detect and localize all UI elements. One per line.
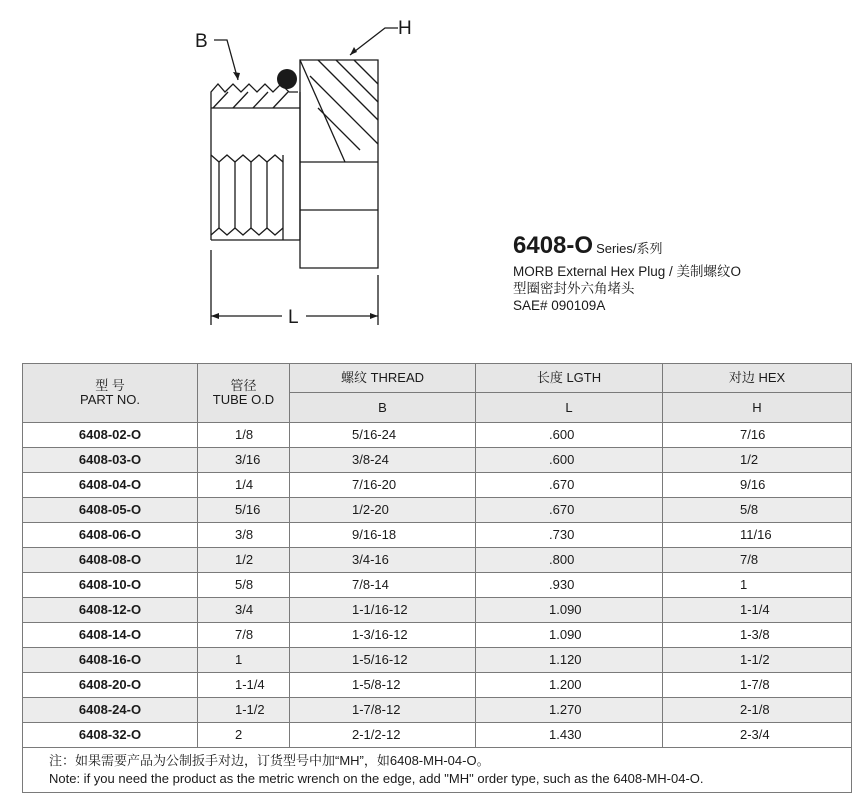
- cell-part-no: 6408-12-O: [23, 598, 198, 623]
- cell-thread: 3/4-16: [290, 548, 476, 573]
- label-h: H: [398, 18, 412, 39]
- label-l: L: [288, 307, 299, 328]
- cell-tube-od: 1-1/4: [198, 673, 290, 698]
- cell-length: .670: [476, 498, 663, 523]
- cell-thread: 1-7/8-12: [290, 698, 476, 723]
- cell-part-no: 6408-08-O: [23, 548, 198, 573]
- table-row: [23, 673, 852, 698]
- cell-part-no: 6408-32-O: [23, 723, 198, 748]
- cell-part-no: 6408-14-O: [23, 623, 198, 648]
- series-description: MORB External Hex Plug / 美制螺纹O: [513, 264, 742, 279]
- table-row: [23, 573, 852, 598]
- cell-hex: 9/16: [663, 473, 852, 498]
- table-row: [23, 723, 852, 748]
- cell-length: 1.430: [476, 723, 663, 748]
- cell-tube-od: 5/8: [198, 573, 290, 598]
- cell-thread: 3/8-24: [290, 448, 476, 473]
- cell-tube-od: 3/16: [198, 448, 290, 473]
- cell-tube-od: 5/16: [198, 498, 290, 523]
- cell-length: 1.200: [476, 673, 663, 698]
- table-row: [23, 598, 852, 623]
- cell-hex: 1-1/4: [663, 598, 852, 623]
- table-row: [23, 648, 852, 673]
- note-en: Note: if you need the product as the metric wrench on the edge, add "MH" order type, such as the 6408-MH-04-O.: [49, 771, 704, 786]
- cell-tube-od: 3/4: [198, 598, 290, 623]
- cell-thread: 1-1/16-12: [290, 598, 476, 623]
- header-tube-cn: 管径: [230, 378, 257, 393]
- header-length: 长度 LGTH: [476, 364, 663, 393]
- cell-thread: 1/2-20: [290, 498, 476, 523]
- cell-tube-od: 1/8: [198, 423, 290, 448]
- table-row: [23, 698, 852, 723]
- cell-part-no: 6408-24-O: [23, 698, 198, 723]
- cell-part-no: 6408-16-O: [23, 648, 198, 673]
- cell-part-no: 6408-04-O: [23, 473, 198, 498]
- spec-table: [22, 363, 852, 793]
- cell-part-no: 6408-20-O: [23, 673, 198, 698]
- header-part-en: PART NO.: [80, 392, 140, 407]
- cell-hex: 2-1/8: [663, 698, 852, 723]
- cell-hex: 1-1/2: [663, 648, 852, 673]
- cell-tube-od: 7/8: [198, 623, 290, 648]
- cell-tube-od: 2: [198, 723, 290, 748]
- table-body: [23, 423, 852, 748]
- header-hex-sub: H: [663, 393, 852, 423]
- cell-length: .930: [476, 573, 663, 598]
- cell-thread: 5/16-24: [290, 423, 476, 448]
- cell-tube-od: 3/8: [198, 523, 290, 548]
- cell-tube-od: 1/2: [198, 548, 290, 573]
- cell-tube-od: 1: [198, 648, 290, 673]
- cell-hex: 7/16: [663, 423, 852, 448]
- cell-part-no: 6408-02-O: [23, 423, 198, 448]
- cell-hex: 7/8: [663, 548, 852, 573]
- cell-length: .600: [476, 423, 663, 448]
- cell-length: 1.270: [476, 698, 663, 723]
- cell-part-no: 6408-05-O: [23, 498, 198, 523]
- cell-hex: 1/2: [663, 448, 852, 473]
- header-length-sub: L: [476, 393, 663, 423]
- cell-part-no: 6408-03-O: [23, 448, 198, 473]
- series-info: [513, 232, 741, 314]
- series-code: 6408-O: [513, 232, 594, 259]
- cell-thread: 1-5/16-12: [290, 648, 476, 673]
- sae-number: SAE# 090109A: [513, 298, 606, 313]
- header-hex: 对边 HEX: [663, 364, 852, 393]
- cell-part-no: 6408-10-O: [23, 573, 198, 598]
- cell-tube-od: 1-1/2: [198, 698, 290, 723]
- cell-hex: 1: [663, 573, 852, 598]
- series-title: [513, 232, 741, 263]
- header-part-cn: 型 号: [95, 378, 125, 393]
- header-tube-en: TUBE O.D: [212, 392, 275, 407]
- cell-length: .670: [476, 473, 663, 498]
- table-note: [23, 748, 852, 793]
- cell-part-no: 6408-06-O: [23, 523, 198, 548]
- o-ring-icon: [277, 69, 297, 89]
- cell-length: 1.090: [476, 598, 663, 623]
- cell-length: .800: [476, 548, 663, 573]
- table-row: [23, 448, 852, 473]
- table-row: [23, 623, 852, 648]
- label-b: B: [195, 31, 208, 52]
- cell-thread: 7/8-14: [290, 573, 476, 598]
- header-tube-od: [198, 364, 290, 423]
- cell-thread: 9/16-18: [290, 523, 476, 548]
- table-row: [23, 498, 852, 523]
- cell-hex: 11/16: [663, 523, 852, 548]
- cell-hex: 1-7/8: [663, 673, 852, 698]
- cell-length: .600: [476, 448, 663, 473]
- cell-tube-od: 1/4: [198, 473, 290, 498]
- header-thread: 螺纹 THREAD: [290, 364, 476, 393]
- cell-thread: 2-1/2-12: [290, 723, 476, 748]
- cell-hex: 2-3/4: [663, 723, 852, 748]
- header-part-no: [23, 364, 198, 423]
- cell-length: 1.120: [476, 648, 663, 673]
- cell-thread: 1-5/8-12: [290, 673, 476, 698]
- series-suffix: Series/系列: [596, 241, 663, 256]
- cell-length: .730: [476, 523, 663, 548]
- series-description-cont: 型圈密封外六角堵头: [513, 281, 635, 296]
- table-row: [23, 423, 852, 448]
- note-cn: 注：如果需要产品为公制扳手对边，订货型号中加“MH”，如6408-MH-04-O。: [49, 753, 490, 768]
- cell-thread: 1-3/16-12: [290, 623, 476, 648]
- hex-plug-drawing: [180, 8, 440, 338]
- table-row: [23, 473, 852, 498]
- table-row: [23, 523, 852, 548]
- cell-hex: 1-3/8: [663, 623, 852, 648]
- table-row: [23, 548, 852, 573]
- cell-length: 1.090: [476, 623, 663, 648]
- header-thread-sub: B: [290, 393, 476, 423]
- cell-thread: 7/16-20: [290, 473, 476, 498]
- cell-hex: 5/8: [663, 498, 852, 523]
